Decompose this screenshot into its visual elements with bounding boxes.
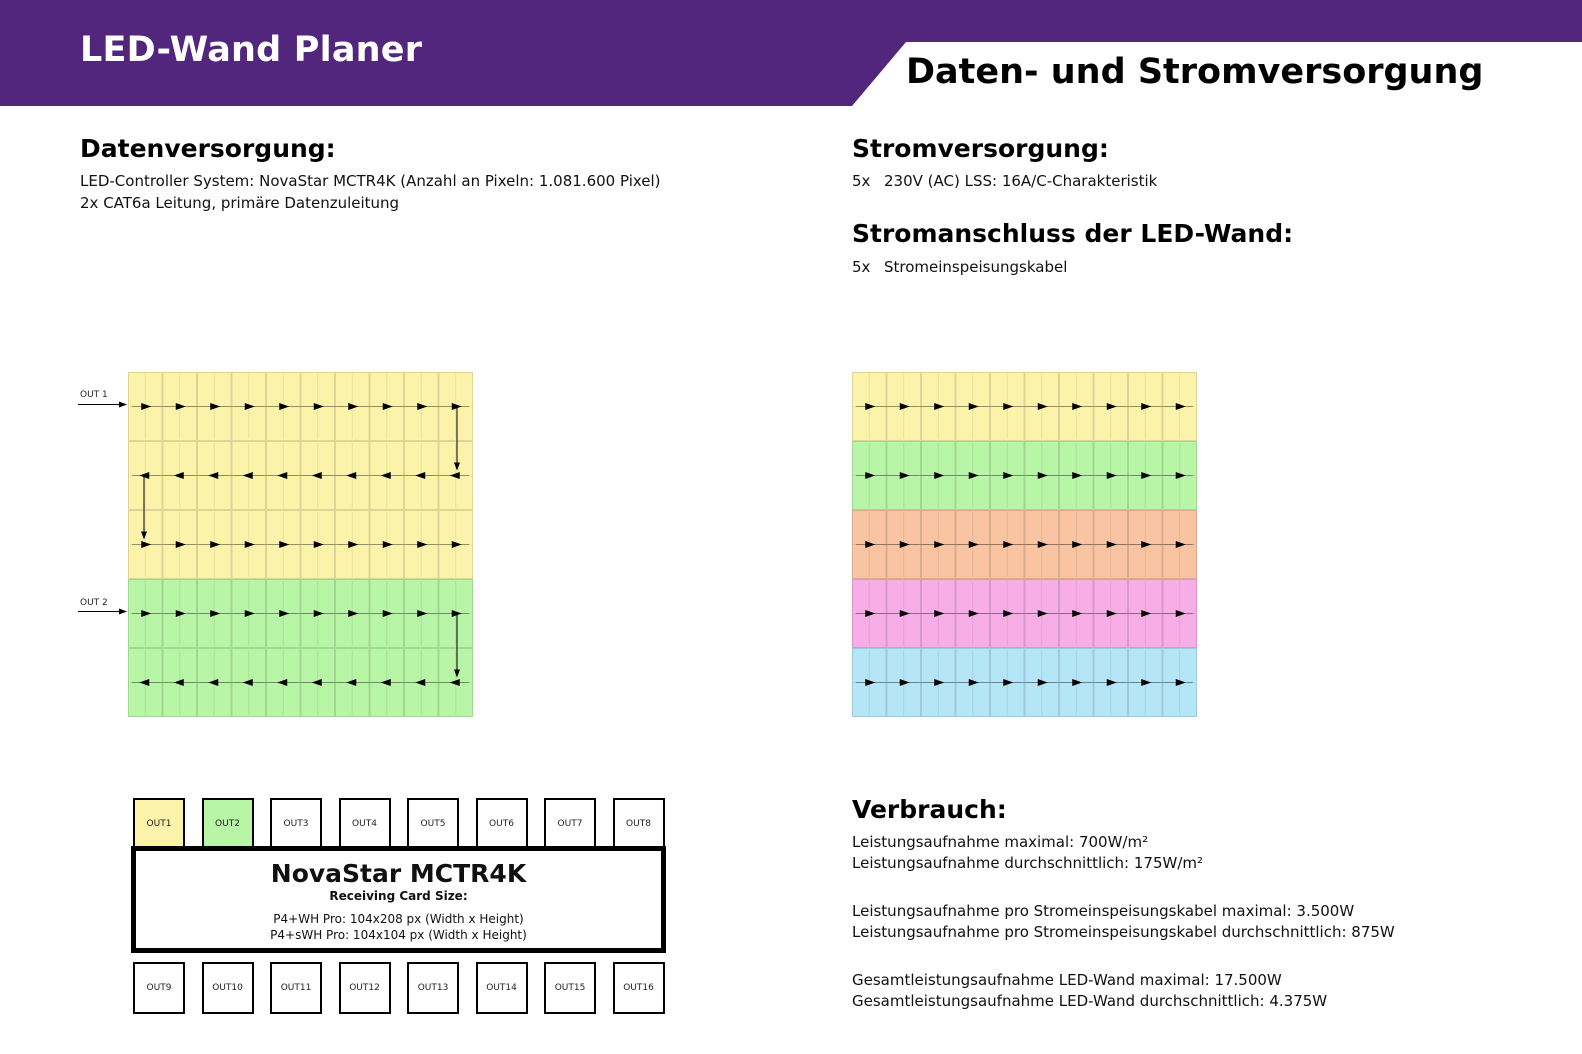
consumption-line: Leistungsaufnahme durchschnittlich: 175W/m² — [852, 854, 1204, 872]
consumption-heading: Verbrauch: — [852, 795, 1007, 824]
controller-box — [131, 846, 666, 953]
controller-port: OUT8 — [613, 798, 665, 850]
power-supply-item — [852, 172, 1157, 190]
app-title: LED-Wand Planer — [80, 30, 423, 70]
consumption-line: Leistungsaufnahme maximal: 700W/m² — [852, 833, 1149, 851]
consumption-line: Leistungsaufnahme pro Stromeinspeisungskabel durchschnittlich: 875W — [852, 923, 1395, 941]
consumption-line: Gesamtleistungsaufnahme LED-Wand maximal: 17.500W — [852, 971, 1282, 989]
controller-port: OUT5 — [407, 798, 459, 850]
power-connection-heading: Stromanschluss der LED-Wand: — [852, 219, 1294, 248]
power-wiring-diagram — [852, 372, 1200, 722]
output-label: OUT 1 — [80, 390, 108, 400]
data-supply-line: 2x CAT6a Leitung, primäre Datenzuleitung — [80, 194, 400, 212]
controller-port: OUT7 — [544, 798, 596, 850]
output-label: OUT 2 — [80, 598, 108, 608]
power-connection-item — [852, 258, 1067, 276]
item-quantity: 5x — [852, 258, 871, 276]
controller-port: OUT11 — [270, 962, 322, 1014]
controller-port: OUT16 — [613, 962, 665, 1014]
receiving-card-spec: P4+sWH Pro: 104x104 px (Width x Height) — [270, 928, 527, 942]
controller-port: OUT2 — [202, 798, 254, 850]
controller-port: OUT13 — [407, 962, 459, 1014]
power-supply-heading: Stromversorgung: — [852, 134, 1109, 163]
page-title: Daten- und Stromversorgung — [906, 52, 1484, 92]
controller-port: OUT14 — [476, 962, 528, 1014]
item-text: Stromeinspeisungskabel — [884, 258, 1068, 276]
receiving-card-spec: P4+WH Pro: 104x208 px (Width x Height) — [273, 912, 524, 926]
controller-port: OUT12 — [339, 962, 391, 1014]
data-supply-heading: Datenversorgung: — [80, 134, 336, 163]
consumption-line: Leistungsaufnahme pro Stromeinspeisungskabel maximal: 3.500W — [852, 902, 1355, 920]
controller-port: OUT3 — [270, 798, 322, 850]
controller-port: OUT6 — [476, 798, 528, 850]
data-wiring-diagram — [78, 372, 478, 722]
consumption-line: Gesamtleistungsaufnahme LED-Wand durchschnittlich: 4.375W — [852, 992, 1328, 1010]
receiving-card-heading: Receiving Card Size: — [329, 889, 468, 903]
controller-port: OUT9 — [133, 962, 185, 1014]
controller-name: NovaStar MCTR4K — [270, 859, 527, 888]
controller-port: OUT10 — [202, 962, 254, 1014]
item-quantity: 5x — [852, 172, 871, 190]
controller-port: OUT1 — [133, 798, 185, 850]
item-text: 230V (AC) LSS: 16A/C-Charakteristik — [884, 172, 1158, 190]
controller-port: OUT15 — [544, 962, 596, 1014]
data-supply-line: LED-Controller System: NovaStar MCTR4K (Anzahl an Pixeln: 1.081.600 Pixel) — [80, 172, 661, 190]
controller-port: OUT4 — [339, 798, 391, 850]
